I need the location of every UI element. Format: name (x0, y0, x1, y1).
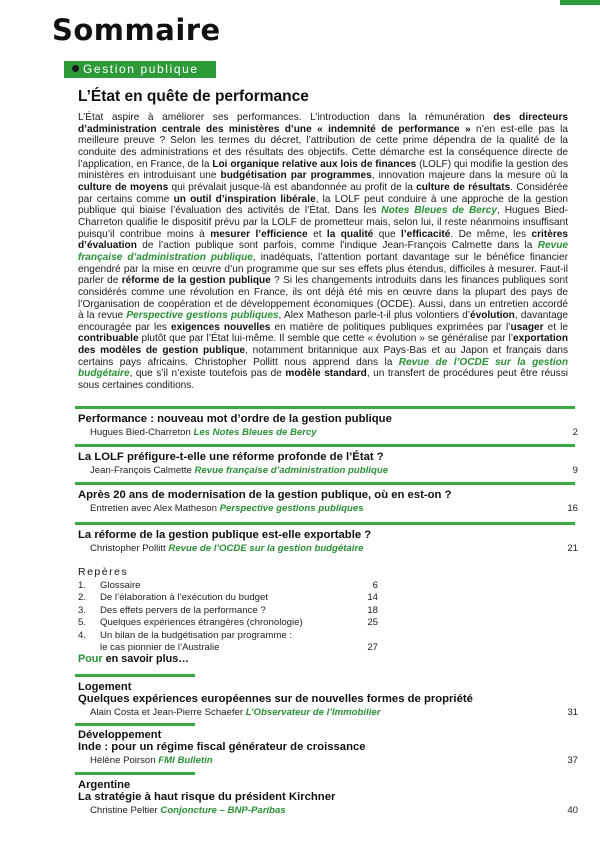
divider (75, 444, 575, 447)
intro-segment: exigences nouvelles (170, 321, 271, 333)
list-item[interactable] (78, 605, 378, 617)
article-entry[interactable] (78, 529, 578, 554)
section-banner (64, 61, 216, 78)
intro-segment: usager (510, 321, 544, 333)
region-byline (78, 755, 578, 766)
region-byline (78, 707, 578, 718)
region-source: FMI Bulletin (158, 755, 213, 766)
region-title[interactable]: Inde : pour un régime fiscal générateur de croissance (78, 741, 366, 753)
article-entry[interactable] (78, 413, 578, 438)
item-label: Un bilan de la budgétisation par programme : (100, 629, 292, 641)
item-label: Glossaire (100, 580, 141, 591)
intro-segment: plutôt que par l’État lui-même. Il semble que cette « évolution » se généralise par l’ (138, 333, 514, 345)
divider (75, 522, 575, 525)
item-number: 2. (78, 592, 87, 604)
region-entry[interactable] (78, 681, 578, 718)
intro-segment: contribuable (78, 333, 139, 345)
item-page (352, 630, 378, 642)
article-entry[interactable] (78, 489, 578, 514)
region-author: Hélène Poirson (90, 755, 156, 766)
region-category: Argentine (78, 779, 131, 791)
list-item[interactable] (78, 630, 378, 642)
article-source: Revue française d’administration publique (194, 465, 389, 476)
intro-segment: l’efficacité (400, 228, 451, 240)
divider (75, 772, 195, 775)
article-byline (78, 427, 578, 438)
intro-segment: culture de moyens (78, 181, 169, 193)
item-page: 27 (367, 642, 378, 654)
intro-segment: ? Si les changements introduits dans les finances publiques sont considérés comme une révolution en France, ils ont déjà été mis en œuvre dans la plupart des pays de l’Organisation de coopération et de développement économiques (OCDE). Aussi, dans un entretien accordé à la revue (78, 275, 568, 322)
region-page: 40 (567, 805, 578, 816)
further-reading-rest: en savoir plus… (102, 653, 189, 665)
intro-segment: , inadéquats, l’attention portant davantage sur le bénéfice financier engendré par la mise en œuvre d’un programme que sur ses effets plus étendus, difficiles à mesurer. Faut-il parler de (78, 251, 569, 287)
divider (75, 723, 195, 726)
region-entry[interactable] (78, 779, 578, 816)
article-author: Entretien avec Alex Matheson (90, 503, 217, 514)
intro-segment: . De même, les (450, 228, 532, 240)
intro-segment: , la LOLF peut conduire à une approche de la gestion publique qui biaise l’évaluation des activités de l’État. Dans les (78, 193, 568, 217)
article-entry[interactable] (78, 451, 578, 476)
intro-segment: , notamment britannique aux Pays-Bas et au Japon et français dans certains pays africains. Christopher Pollitt nous apprend dans la (78, 345, 568, 368)
article-page: 9 (572, 465, 578, 476)
intro-segment: et le (543, 321, 568, 333)
item-number: 1. (78, 580, 87, 591)
divider (75, 406, 575, 409)
intro-segment: Loi organique relative aux lois de finances (212, 158, 417, 170)
article-author: Jean-François Calmette (90, 465, 192, 476)
region-page: 37 (567, 755, 578, 766)
intro-segment: la qualité (326, 228, 374, 240)
region-category: Développement (78, 729, 162, 741)
intro-segment: culture de résultats (416, 181, 511, 193)
intro-segment: , Hugues Bied-Charreton qualifie le dispositif prévu par la LOLF de prometteur mais, selon lui, il reste néanmoins insuffisant puisqu’il contribue moins à (78, 205, 568, 240)
intro-segment: , Alex Matheson parle-t-il plus volontiers d’ (278, 310, 470, 322)
intro-segment: évolution (469, 310, 515, 322)
divider (75, 674, 195, 677)
region-page: 31 (567, 707, 578, 718)
intro-paragraph (78, 112, 568, 392)
region-title[interactable]: La stratégie à haut risque du président Kirchner (78, 791, 336, 803)
intro-segment: L’État aspire à améliorer ses performances. L’introduction dans la rémunération (78, 112, 494, 123)
region-author: Alain Costa et Jean-Pierre Schaefer (90, 707, 244, 718)
intro-segment: un outil d’inspiration libérale (173, 193, 316, 205)
list-item[interactable] (78, 617, 378, 629)
article-byline (78, 465, 578, 476)
intro-segment: , que s’il n’existe toutefois pas de (129, 368, 286, 380)
article-byline (78, 543, 578, 554)
intro-segment: exportation des modèles de gestion publique (78, 333, 568, 357)
further-reading-heading (78, 653, 189, 665)
intro-segment: qui prévalait jusque-là est abandonnée au profit de la (168, 181, 417, 193)
article-page: 21 (567, 543, 578, 554)
page-title: Sommaire (52, 13, 221, 47)
article-page: 16 (567, 503, 578, 514)
intro-segment: (LOLF) qui modifie la gestion des ministères en introduisant une (78, 158, 568, 182)
region-source: Conjoncture – BNP-Paribas (160, 805, 286, 816)
list-item[interactable] (78, 592, 378, 604)
lead-heading: L’État en quête de performance (78, 88, 309, 105)
article-title[interactable]: Après 20 ans de modernisation de la gestion publique, où en est-on ? (78, 489, 452, 501)
intro-segment: , innovation majeure dans la mesure où la (371, 170, 568, 182)
item-label: De l’élaboration à l’exécution du budget (100, 592, 269, 604)
intro-segment: , davantage encouragée par les (78, 310, 568, 333)
bullet-dot-icon (72, 65, 79, 72)
intro-segment: modèle standard (285, 368, 367, 380)
intro-segment: que (373, 228, 401, 240)
divider (75, 482, 575, 485)
region-entry[interactable] (78, 729, 578, 766)
article-page: 2 (572, 427, 578, 438)
corner-accent (560, 0, 600, 5)
intro-segment: Revue française d’administration publique (78, 240, 568, 263)
region-category: Logement (78, 681, 132, 693)
article-author: Christopher Pollitt (90, 543, 166, 554)
intro-segment: . Considérée par certains comme (78, 181, 568, 205)
intro-segment: budgétisation par programmes (220, 170, 372, 182)
intro-segment: réforme de la gestion publique (121, 275, 271, 287)
article-source: Revue de l’OCDE sur la gestion budgétaire (168, 543, 364, 554)
region-source: L’Observateur de l’Immobilier (245, 707, 381, 718)
intro-segment: des directeurs d’administration centrale des ministères d’une « indemnité de performance » (78, 112, 568, 135)
intro-segment: Notes Bleues de Bercy (381, 205, 498, 217)
article-title[interactable]: La réforme de la gestion publique est-elle exportable ? (78, 529, 372, 541)
intro-segment: Revue de l’OCDE sur la gestion budgétaire (78, 356, 568, 380)
reperes-heading: Repères (78, 566, 129, 578)
intro-segment: en matière de politiques publiques exprimées par l’ (270, 321, 511, 333)
region-author: Christine Peltier (90, 805, 158, 816)
item-number: 5. (78, 617, 87, 629)
intro-segment: Perspective gestions publiques (126, 310, 279, 322)
item-page: 25 (367, 617, 378, 629)
item-label: Quelques expériences étrangères (chronologie) (100, 617, 303, 629)
article-title[interactable]: Performance : nouveau mot d’ordre de la gestion publique (78, 413, 392, 425)
intro-segment: n’en est-elle pas la meilleure preuve ? Selon les termes du décret, l’attribution de cette prime dépendra de la qualité de la conduite des administrations et des résultats des objectifs. Cette démarche est la conséquence directe de l’application, en France, de la (78, 123, 568, 170)
article-source: Les Notes Bleues de Bercy (193, 427, 317, 438)
intro-segment: de l’action publique sont parfois, comme l’indique Jean-François Calmette dans la (136, 240, 538, 252)
item-label: le cas pionnier de l’Australie (100, 642, 220, 654)
article-byline (78, 503, 578, 514)
article-author: Hugues Bied-Charreton (90, 427, 191, 438)
section-label: Gestion publique (83, 62, 199, 76)
region-title[interactable]: Quelques expériences européennes sur de nouvelles formes de propriété (78, 693, 473, 705)
intro-segment: mesurer l’efficience (210, 228, 308, 240)
intro-segment: , un transfert de procédures peut être réussi sous certaines conditions. (78, 368, 569, 392)
region-byline (78, 805, 578, 816)
item-page: 6 (372, 580, 378, 591)
item-number: 3. (78, 604, 87, 616)
item-number: 4. (78, 629, 87, 641)
item-label: Des effets pervers de la performance ? (100, 604, 266, 616)
intro-segment: critères d’évaluation (78, 228, 568, 252)
article-source: Perspective gestions publiques (219, 503, 364, 514)
intro-segment: et (307, 228, 327, 240)
item-page: 18 (367, 604, 378, 616)
item-page: 14 (367, 592, 378, 604)
article-title[interactable]: La LOLF préfigure-t-elle une réforme profonde de l’État ? (78, 451, 384, 463)
reperes-list (78, 566, 378, 654)
further-reading-first: Pour (78, 653, 103, 665)
list-item[interactable] (78, 580, 378, 592)
